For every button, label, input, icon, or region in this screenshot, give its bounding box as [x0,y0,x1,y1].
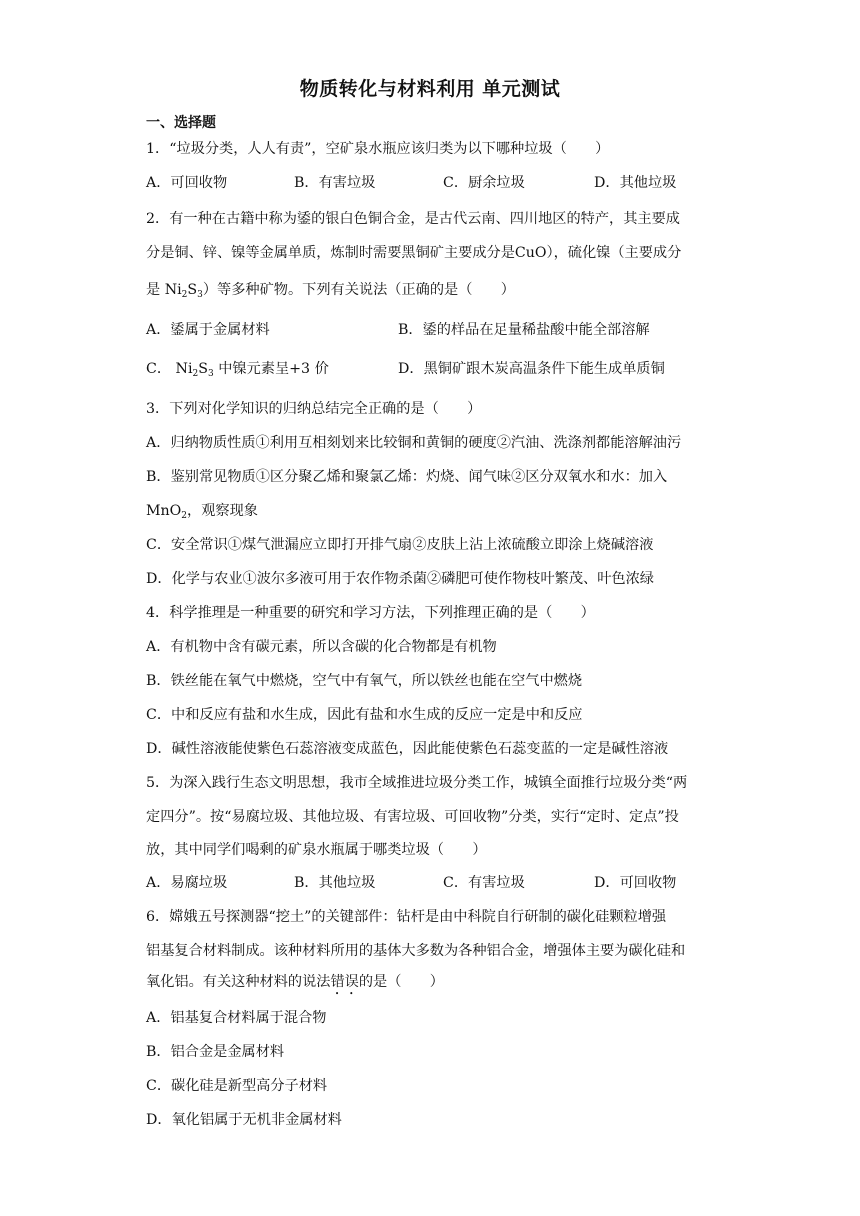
q3-b2b: ，观察现象 [187,503,258,519]
q5-option-b: B．其他垃圾 [294,875,376,891]
q3-b2-sub: 2 [181,511,188,521]
q3-option-b-line2 [146,501,258,526]
q4-option-c: C．中和反应有盐和水生成，因此有盐和水生成的反应一定是中和反应 [146,707,583,723]
q4-option-b: B．铁丝能在氧气中燃烧，空气中有氧气，所以铁丝也能在空气中燃烧 [146,673,583,689]
q2-l3b: S [187,282,198,298]
q2-l3a: 是 Ni [146,282,182,298]
q1-option-a: A．可回收物 [146,175,228,191]
q2-c-sub1: 2 [192,369,199,379]
page-title: 物质转化与材料利用 单元测试 [299,78,561,100]
q6-stem-line2: 铝基复合材料制成。该种材料所用的基体大多数为各种铝合金，增强体主要为碳化硅和 [146,943,686,959]
q2-l3-sub1: 2 [181,290,188,300]
q3-b2a: MnO [146,503,182,519]
q1-stem: 1．“垃圾分类，人人有责”，空矿泉水瓶应该归类为以下哪种垃圾（ ） [146,141,610,157]
q2-l3-sub2: 3 [197,290,203,300]
q3-stem: 3．下列对化学知识的归纳总结完全正确的是（ ） [146,401,482,417]
q2-stem-line2: 分是铜、锌、镍等金属单质，炼制时需要黑铜矿主要成分是CuO），硫化镍（主要成分 [146,245,682,261]
q5-option-c: C．有害垃圾 [443,875,525,891]
q6-stem-line3 [146,972,444,998]
q2-c-b: S [198,361,208,377]
q3-option-d: D．化学与农业①波尔多液可用于农作物杀菌②磷肥可使作物枝叶繁茂、叶色浓绿 [146,571,654,587]
q2-stem-line1: 2．有一种在古籍中称为鋈的银白色铜合金，是古代云南、四川地区的特产，其主要成 [146,211,680,227]
q4-stem: 4．科学推理是一种重要的研究和学习方法，下列推理正确的是（ ） [146,605,595,621]
q2-stem-line3 [146,280,515,305]
q2-l3c: ）等多种矿物。下列有关说法（正确的是（ ） [202,282,515,298]
q6-option-b: B．铝合金是金属材料 [146,1044,285,1060]
q6-option-d: D．氧化铝属于无机非金属材料 [146,1112,342,1128]
q5-stem-line2: 定四分”。按“易腐垃圾、其他垃圾、有害垃圾、可回收物”分类，实行“定时、定点”投 [146,809,679,825]
q5-stem-line3: 放，其中同学们喝剩的矿泉水瓶属于哪类垃圾（ ） [146,842,487,858]
q2-option-c [146,359,329,384]
q6-l3a: 氧化铝。有关这种材料的说法 [146,974,331,990]
q6-l3c: 的是（ ） [358,974,444,990]
q2-option-d: D．黑铜矿跟木炭高温条件下能生成单质铜 [398,361,665,377]
q5-option-a: A．易腐垃圾 [146,875,228,891]
q2-option-b: B．鋈的样品在足量稀盐酸中能全部溶解 [398,322,650,338]
q4-option-a: A．有机物中含有碳元素，所以含碳的化合物都是有机物 [146,639,497,655]
q3-option-a: A．归纳物质性质①利用互相刻划来比较铜和黄铜的硬度②汽油、洗涤剂都能溶解油污 [146,435,682,451]
q6-stem-line1: 6．嫦娥五号探测器“挖土”的关键部件：钻杆是由中科院自行研制的碳化硅颗粒增强 [146,909,667,925]
q5-option-d: D．可回收物 [594,875,677,891]
q1-option-c: C．厨余垃圾 [443,175,525,191]
q2-option-a: A．鋈属于金属材料 [146,322,270,338]
q3-option-c: C．安全常识①煤气泄漏应立即打开排气扇②皮肤上沾上浓硫酸立即涂上烧碱溶液 [146,537,654,553]
q2-c-sub2: 3 [207,369,214,379]
q6-emphasis-word: 错误 [330,974,359,990]
q2-c-a: C． Ni [146,361,193,377]
section-heading: 一、选择题 [146,115,216,131]
q2-c-c: 中镍元素呈+3 价 [213,361,329,377]
q6-option-a: A．铝基复合材料属于混合物 [146,1010,327,1026]
q1-option-b: B．有害垃圾 [294,175,376,191]
q6-option-c: C．碳化硅是新型高分子材料 [146,1078,328,1094]
q3-option-b-line1: B．鉴别常见物质①区分聚乙烯和聚氯乙烯：灼烧、闻气味②区分双氧水和水：加入 [146,469,668,485]
q1-option-d: D．其他垃圾 [594,175,677,191]
q5-stem-line1: 5．为深入践行生态文明思想，我市全域推进垃圾分类工作，城镇全面推行垃圾分类“两 [146,775,688,791]
q4-option-d: D．碱性溶液能使紫色石蕊溶液变成蓝色，因此能使紫色石蕊变蓝的一定是碱性溶液 [146,741,669,757]
